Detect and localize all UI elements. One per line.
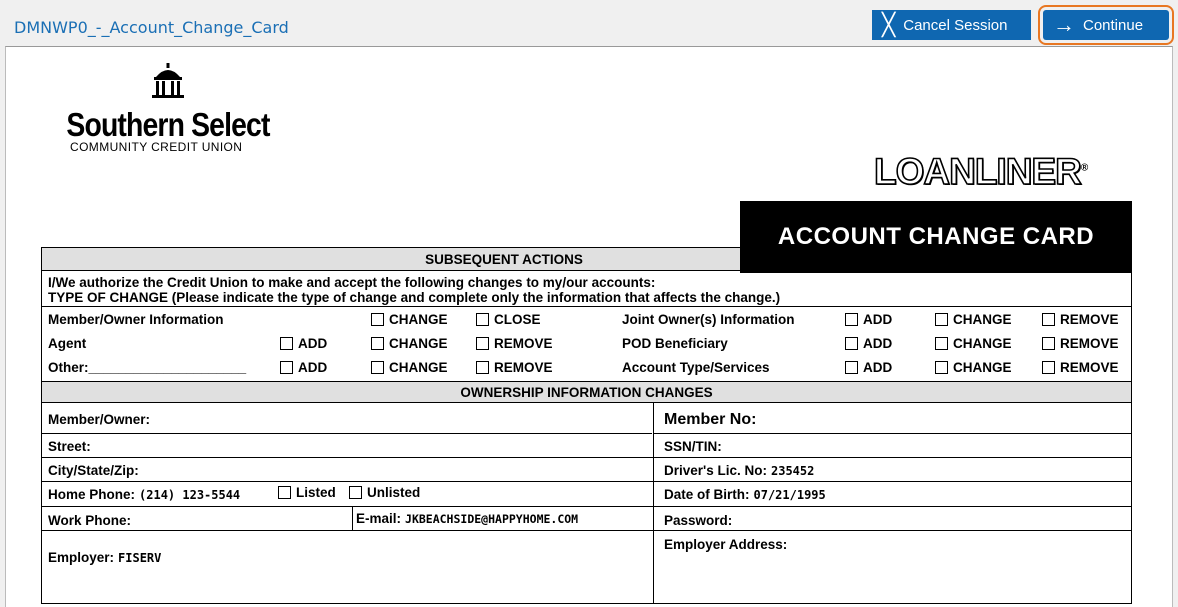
checkbox[interactable] (845, 313, 858, 326)
field-label: City/State/Zip: (48, 463, 139, 478)
member-owner-field[interactable] (48, 412, 150, 427)
credit-union-name: Southern Select (66, 106, 270, 143)
account-add-checkbox[interactable] (845, 360, 892, 375)
arrow-right-icon: → (1053, 12, 1075, 37)
other-change-checkbox[interactable] (371, 360, 448, 375)
ownership-changes-header (42, 382, 1131, 403)
checkbox[interactable] (935, 313, 948, 326)
field-label: Password: (664, 513, 733, 528)
member-no-field[interactable] (664, 411, 756, 429)
field-label: Work Phone: (48, 513, 132, 528)
checkbox-label: CHANGE (953, 336, 1012, 351)
checkbox[interactable] (1042, 361, 1055, 374)
employer-field[interactable] (48, 550, 161, 565)
account-change-form (41, 247, 1132, 604)
field-label: Member No: (664, 411, 757, 428)
change-type-rows (42, 307, 1131, 382)
city-state-zip-field[interactable] (48, 463, 139, 478)
checkbox-label: REMOVE (1060, 360, 1119, 375)
registered-mark: ® (1080, 162, 1088, 174)
other-add-checkbox[interactable] (280, 360, 327, 375)
close-icon: ╳ (882, 12, 896, 37)
pod-remove-checkbox[interactable] (1042, 336, 1119, 351)
field-label: Employer: (48, 550, 115, 565)
document-title: DMNWP0_-_Account_Change_Card (14, 18, 289, 37)
checkbox[interactable] (278, 486, 291, 499)
credit-union-logo (43, 61, 293, 154)
checkbox[interactable] (371, 361, 384, 374)
checkbox-label: CHANGE (953, 360, 1012, 375)
unlisted-checkbox[interactable] (349, 485, 420, 500)
checkbox-label: ADD (863, 312, 893, 327)
field-label: SSN/TIN: (664, 439, 722, 454)
work-phone-field[interactable] (48, 513, 131, 528)
card-title: ACCOUNT CHANGE CARD (740, 201, 1132, 273)
field-label: E-mail: (356, 511, 402, 526)
checkbox[interactable] (349, 486, 362, 499)
other-label: Other:_____________________ (48, 360, 247, 375)
account-change-checkbox[interactable] (935, 360, 1012, 375)
drivers-license-field[interactable] (664, 463, 814, 478)
loanliner-wordmark: LOANLINER (874, 151, 1081, 192)
checkbox[interactable] (371, 313, 384, 326)
field-value: 07/21/1995 (753, 488, 826, 502)
checkbox[interactable] (845, 361, 858, 374)
field-label: Driver's Lic. No: (664, 463, 767, 478)
checkbox[interactable] (476, 361, 489, 374)
title-bar (0, 0, 1178, 46)
date-of-birth-field[interactable] (664, 487, 826, 502)
agent-add-checkbox[interactable] (280, 336, 327, 351)
checkbox-label: CLOSE (494, 312, 541, 327)
joint-change-checkbox[interactable] (935, 312, 1012, 327)
member-close-checkbox[interactable] (476, 312, 541, 327)
credit-union-subtitle: COMMUNITY CREDIT UNION (70, 140, 243, 154)
field-value: (214) 123-5544 (139, 488, 241, 502)
field-label: Street: (48, 439, 91, 454)
checkbox-label: Unlisted (367, 485, 421, 500)
member-owner-info-label: Member/Owner Information (48, 312, 224, 327)
subsequent-actions-label: SUBSEQUENT ACTIONS (425, 251, 583, 267)
ownership-changes-label: OWNERSHIP INFORMATION CHANGES (460, 384, 713, 400)
account-remove-checkbox[interactable] (1042, 360, 1119, 375)
field-label: Employer Address: (664, 537, 788, 552)
loanliner-logo (874, 151, 1087, 193)
joint-add-checkbox[interactable] (845, 312, 892, 327)
agent-remove-checkbox[interactable] (476, 336, 553, 351)
field-value: 235452 (771, 464, 815, 478)
street-field[interactable] (48, 439, 91, 454)
continue-button[interactable] (1043, 10, 1169, 40)
field-label: Date of Birth: (664, 487, 750, 502)
joint-owner-label: Joint Owner(s) Information (622, 312, 795, 327)
checkbox-label: ADD (298, 336, 328, 351)
continue-label: Continue (1083, 16, 1144, 34)
field-value: FISERV (118, 551, 162, 565)
checkbox-label: CHANGE (389, 336, 448, 351)
cancel-session-label: Cancel Session (903, 16, 1008, 34)
checkbox[interactable] (845, 337, 858, 350)
authorization-text (42, 271, 1131, 307)
checkbox-label: Listed (296, 485, 336, 500)
pod-label: POD Beneficiary (622, 336, 728, 351)
agent-change-checkbox[interactable] (371, 336, 448, 351)
checkbox-label: REMOVE (494, 360, 553, 375)
password-field[interactable] (664, 513, 732, 528)
authorization-line-1: I/We authorize the Credit Union to make and accept the following changes to my/our accounts: (48, 275, 656, 290)
checkbox[interactable] (371, 337, 384, 350)
checkbox-label: CHANGE (953, 312, 1012, 327)
checkbox-label: ADD (863, 336, 893, 351)
checkbox-label: REMOVE (1060, 336, 1119, 351)
email-field[interactable] (356, 511, 578, 526)
agent-label: Agent (48, 336, 87, 351)
checkbox[interactable] (476, 313, 489, 326)
checkbox-label: REMOVE (494, 336, 553, 351)
joint-remove-checkbox[interactable] (1042, 312, 1119, 327)
checkbox[interactable] (1042, 337, 1055, 350)
checkbox-label: ADD (863, 360, 893, 375)
checkbox-label: CHANGE (389, 360, 448, 375)
member-change-checkbox[interactable] (371, 312, 448, 327)
checkbox[interactable] (476, 337, 489, 350)
checkbox[interactable] (280, 361, 293, 374)
account-type-label: Account Type/Services (622, 360, 770, 375)
checkbox[interactable] (935, 361, 948, 374)
field-label: Member/Owner: (48, 412, 151, 427)
other-remove-checkbox[interactable] (476, 360, 553, 375)
field-value: JKBEACHSIDE@HAPPYHOME.COM (405, 512, 579, 526)
ssn-field[interactable] (664, 439, 722, 454)
pod-add-checkbox[interactable] (845, 336, 892, 351)
checkbox[interactable] (280, 337, 293, 350)
checkbox-label: ADD (298, 360, 328, 375)
document-page[interactable] (5, 46, 1173, 607)
building-dome-icon (146, 61, 190, 101)
field-label: Home Phone: (48, 487, 136, 502)
checkbox[interactable] (1042, 313, 1055, 326)
authorization-line-2: TYPE OF CHANGE (Please indicate the type of change and complete only the information that affects the change.) (48, 290, 781, 305)
checkbox-label: CHANGE (389, 312, 448, 327)
home-phone-field[interactable] (48, 487, 240, 502)
cancel-session-button[interactable] (872, 10, 1031, 40)
pod-change-checkbox[interactable] (935, 336, 1012, 351)
ownership-grid (42, 403, 1131, 603)
checkbox-label: REMOVE (1060, 312, 1119, 327)
employer-address-field[interactable] (664, 537, 787, 552)
listed-checkbox[interactable] (278, 485, 336, 500)
checkbox[interactable] (935, 337, 948, 350)
